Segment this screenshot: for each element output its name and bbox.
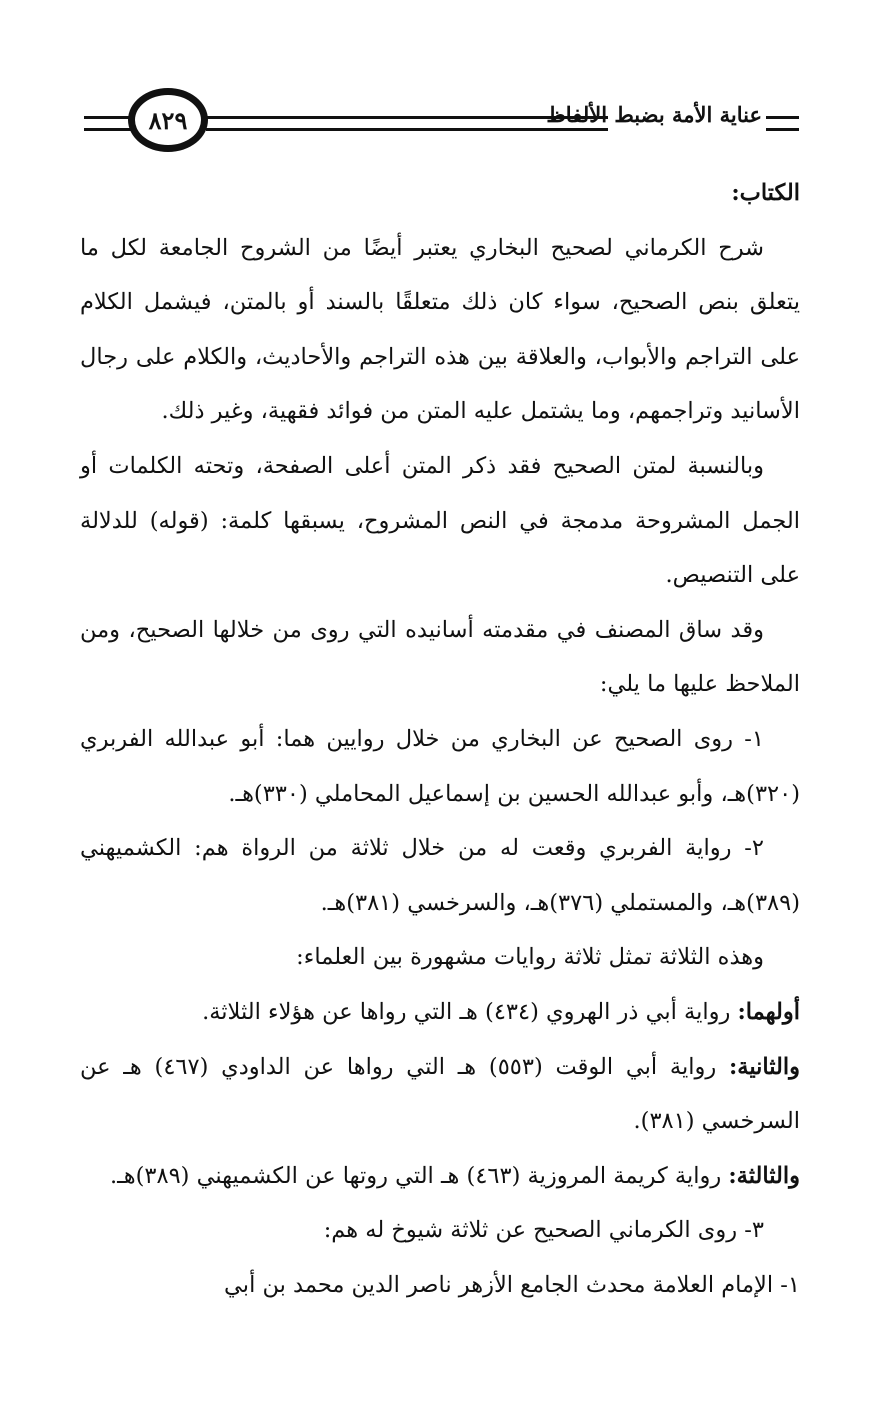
paragraph: وهذه الثلاثة تمثل ثلاثة روايات مشهورة بين العلماء: (296, 944, 764, 971)
page-number-badge (128, 88, 208, 152)
list-item: ٣- روى الكرماني الصحيح عن ثلاثة شيوخ له هم: (323, 1217, 764, 1244)
page-header (84, 80, 799, 160)
narration-lead: والثالثة: (728, 1162, 800, 1189)
narration-lead: والثانية: (728, 1053, 800, 1080)
narration-text: رواية أبي ذر الهروي (٤٣٤) هـ التي رواها عن هؤلاء الثلاثة. (202, 998, 738, 1025)
running-title: عناية الأمة بضبط الألفاظ (546, 102, 762, 127)
page-body (80, 166, 800, 1312)
list-item: ٢- رواية الفربري وقعت له من خلال ثلاثة من الرواة هم: الكشميهني (٣٨٩)هـ، والمستملي (٣٧٦)هـ، والسرخسي (٣٨١)هـ. (80, 835, 800, 916)
narration-item (80, 1040, 800, 1149)
paragraph: وقد ساق المصنف في مقدمته أسانيده التي روى من خلالها الصحيح، ومن الملاحظ عليها ما يلي: (80, 616, 800, 698)
narration-item (80, 985, 800, 1040)
narration-text: رواية كريمة المروزية (٤٦٣) هـ التي روتها عن الكشميهني (٣٨٩)هـ. (110, 1162, 729, 1189)
narration-item (80, 1149, 800, 1204)
list-item: ١- الإمام العلامة محدث الجامع الأزهر ناصر الدين محمد بن أبي (224, 1271, 800, 1298)
narration-lead: أولهما: (737, 998, 800, 1025)
paragraph: وبالنسبة لمتن الصحيح فقد ذكر المتن أعلى الصفحة، وتحته الكلمات أو الجمل المشروحة مدمجة في النص المشروح، يسبقها كلمة: (قوله) للدلالة على التنصيص. (80, 452, 800, 589)
section-heading: الكتاب: (731, 180, 800, 206)
page-number: ٨٢٩ (148, 105, 188, 135)
narration-text: رواية أبي الوقت (٥٥٣) هـ التي رواها عن الداودي (٤٦٧) هـ عن السرخسي (٣٨١). (80, 1053, 800, 1135)
paragraph: شرح الكرماني لصحيح البخاري يعتبر أيضًا من الشروح الجامعة لكل ما يتعلق بنص الصحيح، سواء كان ذلك متعلقًا بالسند أو بالمتن، فيشمل الكلام على التراجم والأبواب، والعلاقة بين هذه التراجم والأحاديث، والكلام على رجال الأسانيد وتراجمهم، وما يشتمل عليه المتن من فوائد فقهية، وغير ذلك. (80, 234, 800, 425)
list-item: ١- روى الصحيح عن البخاري من خلال روايين هما: أبو عبدالله الفربري (٣٢٠)هـ، وأبو عبدالله الحسين بن إسماعيل المحاملي (٣٣٠)هـ. (80, 725, 800, 807)
header-rule-right (766, 116, 799, 131)
